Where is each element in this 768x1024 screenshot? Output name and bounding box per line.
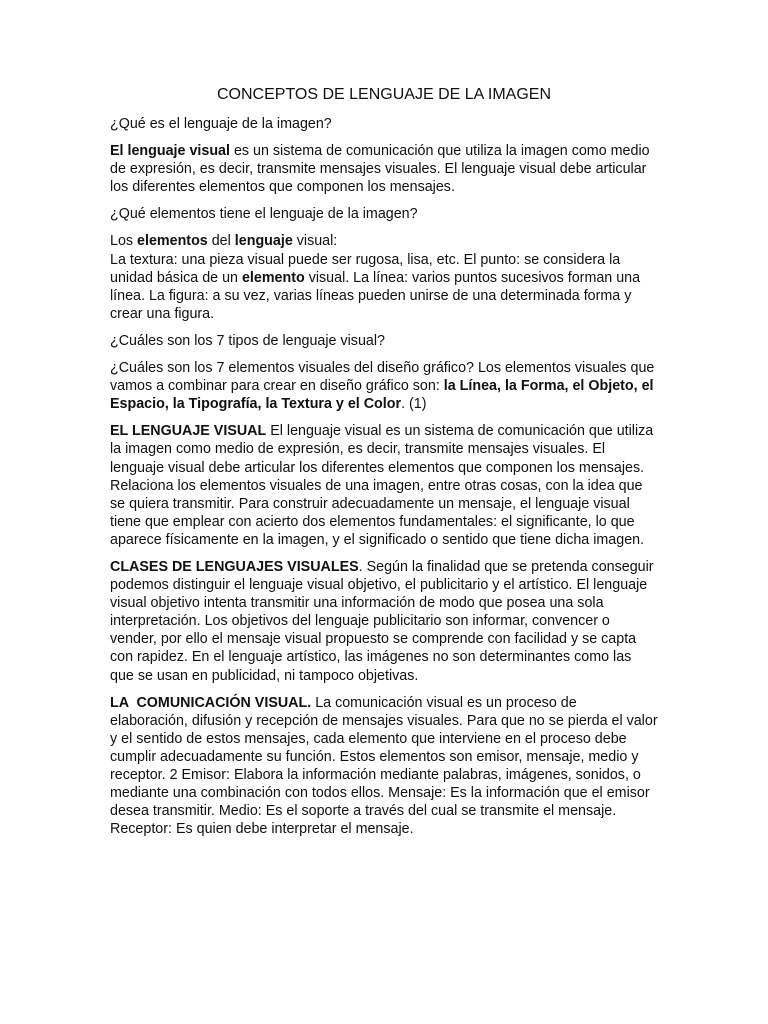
paragraph-6: [110, 694, 658, 839]
paragraph-2-text-1: Los: [110, 233, 138, 250]
paragraph-2-text-4: La textura: una pieza visual puede ser rugosa, lisa, etc. El punto: se considera la unidad básica de un: [110, 251, 621, 286]
paragraph-5: [110, 558, 658, 685]
paragraph-5-text: . Según la finalidad que se pretenda conseguir podemos distinguir el lenguaje visual objetivo, el publicitario y el artístico. El lenguaje visual objetivo intenta transmitir una información de modo que posea una sola interpretación. Los objetivos del lenguaje publicitario son informar, convencer o vender, por ello el mensaje visual propuesto se comprende con facilidad y se capta con rapidez. En el lenguaje artístico, las imágenes no son determinantes como las que se usan en publicidad, ni tampoco objetivas.: [110, 558, 654, 684]
paragraph-4-text: El lenguaje visual es un sistema de comunicación que utiliza la imagen como medio de expresión, es decir, transmite mensajes visuales. El lenguaje visual debe articular los diferentes elementos que componen los mensajes. Relaciona los elementos visuales de una imagen, entre otras cosas, con la idea que se quiera transmitir. Para construir adecuadamente un mensaje, el lenguaje visual tiene que emplear con acierto dos elementos fundamentales: el significante, lo que aparece físicamente en la imagen, y el significado o sentido que tiene dicha imagen.: [110, 423, 654, 548]
paragraph-1-bold: El lenguaje visual: [110, 143, 230, 160]
question-3: ¿Cuáles son los 7 tipos de lenguaje visual?: [110, 332, 385, 349]
question-2: ¿Qué elementos tiene el lenguaje de la imagen?: [110, 206, 418, 223]
paragraph-2-text-5: visual. La línea: varios puntos sucesivos forman una línea. La figura: a su vez, varias líneas pueden unirse de una determinada forma y crear una figura.: [110, 269, 641, 322]
paragraph-5-heading: CLASES DE LENGUAJES VISUALES: [110, 558, 359, 575]
question-1: ¿Qué es el lenguaje de la imagen?: [110, 116, 332, 132]
paragraph-3-text: ¿Cuáles son los 7 elementos visuales del diseño gráfico? Los elementos visuales que vamos a combinar para crear en diseño gráfico son:: [110, 360, 655, 395]
paragraph-1: [110, 142, 658, 196]
paragraph-1-text: es un sistema de comunicación que utiliza la imagen como medio de expresión, es decir, transmite mensajes visuales. El lenguaje visual debe articular los diferentes elementos que componen los mensajes.: [110, 143, 650, 196]
paragraph-2-text-3: visual:: [292, 233, 338, 250]
paragraph-3: [110, 359, 658, 413]
paragraph-2-bold-2: lenguaje: [234, 233, 293, 250]
paragraph-6-text: La comunicación visual es un proceso de elaboración, difusión y recepción de mensajes visuales. Para que no se pierda el valor y el sentido de estos mensajes, cada elemento que interviene en el proceso debe cumplir adecuadamente su función. Estos elementos son emisor, mensaje, medio y receptor. 2 Emisor: Elabora la información mediante palabras, imágenes, sonidos, o mediante una combinación con todos ellos. Mensaje: Es la información que el emisor desea transmitir. Medio: Es el soporte a través del cual se transmite el mensaje. Receptor: Es quien debe interpretar el mensaje.: [110, 694, 658, 838]
paragraph-6-heading: LA COMUNICACIÓN VISUAL.: [110, 694, 312, 711]
document-content: [110, 85, 658, 847]
paragraph-2-bold-1: elementos: [137, 233, 208, 250]
paragraph-3-tail: . (1): [401, 396, 427, 413]
paragraph-4-heading: EL LENGUAJE VISUAL: [110, 423, 267, 440]
paragraph-2: [110, 232, 658, 322]
document-title: CONCEPTOS DE LENGUAJE DE LA IMAGEN: [216, 86, 551, 103]
paragraph-4: [110, 422, 658, 549]
paragraph-2-text-2: del: [207, 233, 235, 250]
paragraph-3-bold: la Línea, la Forma, el Objeto, el Espacio, la Tipografía, la Textura y el Color: [110, 378, 654, 413]
paragraph-2-bold-3: elemento: [241, 269, 305, 286]
